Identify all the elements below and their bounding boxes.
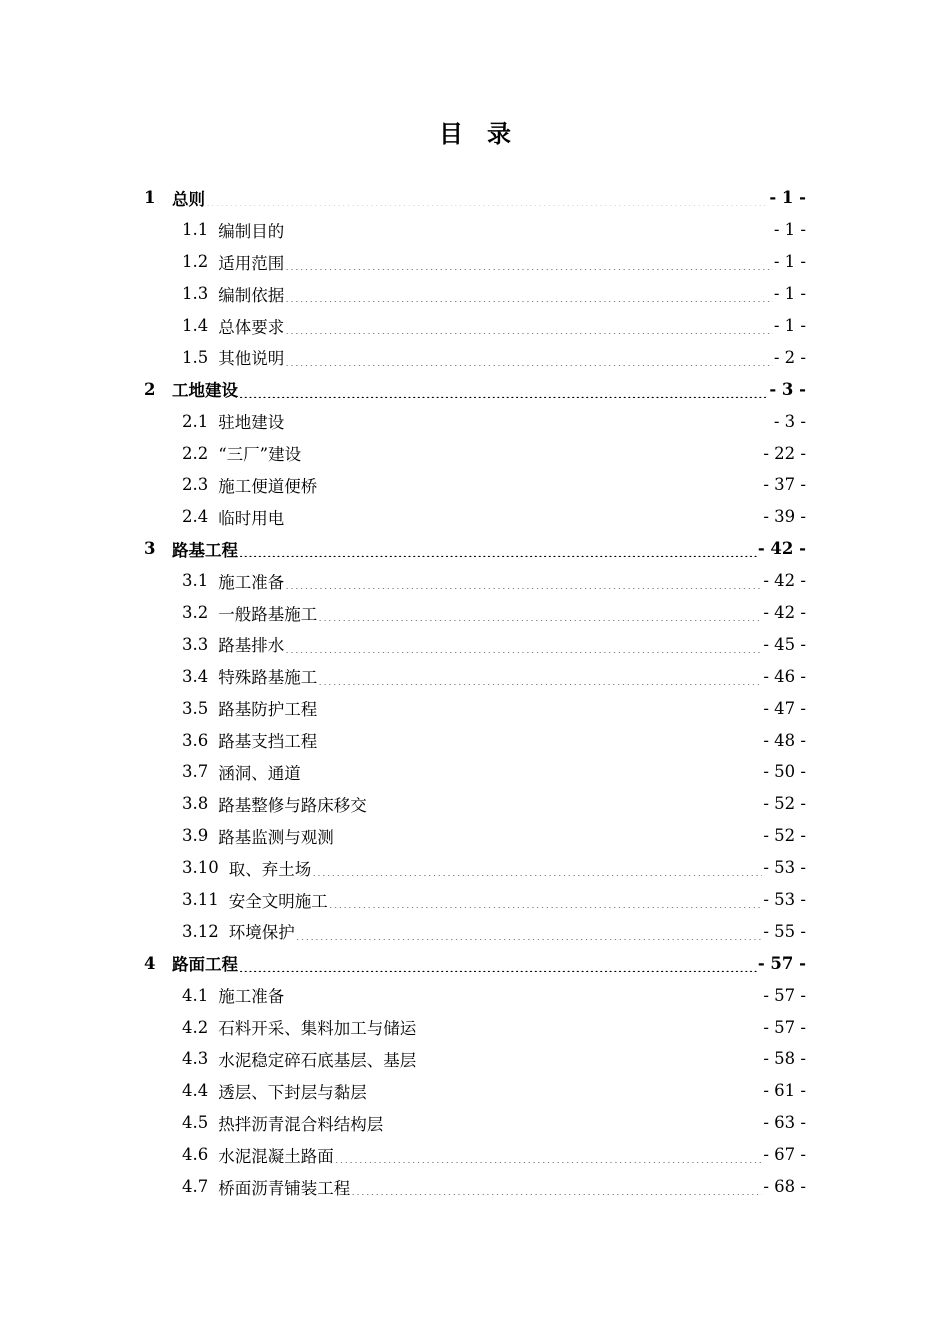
- toc-entry-title: 路基工程: [172, 540, 238, 560]
- toc-entry-page-number: - 22 -: [763, 443, 806, 463]
- toc-dot-leader: [368, 796, 763, 813]
- toc-entry-page-number: - 2 -: [773, 347, 806, 367]
- toc-entry-page-number: - 57 -: [763, 1017, 806, 1037]
- toc-entry-number: 3.5: [182, 698, 209, 718]
- toc-entry-number: 3.11: [182, 890, 219, 910]
- toc-entry-page-number: - 53 -: [763, 858, 806, 878]
- toc-entry-page-number: - 67 -: [763, 1145, 806, 1165]
- toc-section-entry[interactable]: [144, 246, 806, 278]
- toc-dot-leader: [285, 413, 773, 430]
- toc-entry-number: 3.8: [182, 794, 209, 814]
- toc-dot-leader: [318, 477, 762, 494]
- toc-section-entry[interactable]: [144, 820, 806, 852]
- toc-entry-title: 环境保护: [228, 923, 295, 943]
- toc-dot-leader: [285, 987, 762, 1004]
- toc-entry-title: 水泥混凝土路面: [218, 1146, 334, 1166]
- toc-entry-title: 路基防护工程: [218, 700, 318, 720]
- table-of-contents: [144, 182, 806, 1203]
- toc-dot-leader: [335, 1146, 763, 1163]
- toc-entry-title: 施工准备: [218, 572, 285, 592]
- toc-dot-leader: [318, 604, 762, 621]
- toc-section-entry[interactable]: [144, 405, 806, 437]
- toc-section-entry[interactable]: [144, 979, 806, 1011]
- toc-dot-leader: [329, 891, 763, 908]
- toc-entry-number: 3.2: [182, 603, 209, 623]
- toc-entry-number: 4.1: [182, 985, 209, 1005]
- toc-entry-title: 路基整修与路床移交: [218, 795, 367, 815]
- toc-entry-title: 涵洞、通道: [218, 763, 301, 783]
- toc-dot-leader: [318, 668, 762, 685]
- toc-entry-number: 3.10: [182, 858, 219, 878]
- toc-entry-page-number: - 63 -: [763, 1113, 806, 1133]
- toc-dot-leader: [239, 955, 757, 972]
- toc-entry-page-number: - 48 -: [763, 730, 806, 750]
- toc-entry-title: 施工准备: [218, 987, 285, 1007]
- toc-section-entry[interactable]: [144, 884, 806, 916]
- toc-entry-page-number: - 46 -: [763, 666, 806, 686]
- toc-dot-leader: [285, 349, 773, 366]
- toc-entry-title: 路基排水: [218, 636, 285, 656]
- toc-entry-page-number: - 61 -: [763, 1081, 806, 1101]
- toc-entry-page-number: - 3 -: [773, 411, 806, 431]
- toc-entry-page-number: - 37 -: [763, 475, 806, 495]
- toc-entry-number: 2.4: [182, 507, 209, 527]
- toc-entry-number: 3.7: [182, 762, 209, 782]
- toc-dot-leader: [296, 923, 763, 940]
- toc-entry-number: 1.3: [182, 284, 209, 304]
- toc-dot-leader: [285, 285, 773, 302]
- toc-entry-title: 路基监测与观测: [218, 827, 334, 847]
- toc-entry-number: 1.2: [182, 252, 209, 272]
- toc-entry-number: 1.1: [182, 220, 209, 240]
- toc-chapter-entry[interactable]: [144, 947, 806, 979]
- toc-entry-page-number: - 1 -: [773, 252, 806, 272]
- toc-dot-leader: [285, 317, 773, 334]
- toc-dot-leader: [285, 253, 773, 270]
- toc-entry-title: 总体要求: [218, 317, 285, 337]
- toc-section-entry[interactable]: [144, 1139, 806, 1171]
- toc-entry-number: 3.6: [182, 730, 209, 750]
- toc-entry-title: 施工便道便桥: [218, 476, 318, 496]
- toc-entry-number: 4: [144, 953, 156, 973]
- toc-entry-title: 临时用电: [218, 508, 285, 528]
- toc-entry-page-number: - 50 -: [763, 762, 806, 782]
- toc-entry-number: 1: [144, 188, 156, 208]
- toc-section-entry[interactable]: [144, 597, 806, 629]
- toc-dot-leader: [285, 636, 762, 653]
- toc-section-entry[interactable]: [144, 469, 806, 501]
- toc-entry-page-number: - 57 -: [757, 953, 806, 973]
- toc-title: [0, 114, 950, 149]
- toc-entry-title: 路面工程: [172, 955, 238, 975]
- toc-entry-page-number: - 39 -: [763, 507, 806, 527]
- toc-dot-leader: [417, 1051, 762, 1068]
- toc-entry-title: 安全文明施工: [228, 891, 328, 911]
- toc-entry-page-number: - 42 -: [763, 571, 806, 591]
- toc-entry-number: 3.9: [182, 826, 209, 846]
- toc-section-entry[interactable]: [144, 214, 806, 246]
- toc-dot-leader: [239, 381, 768, 398]
- toc-dot-leader: [368, 1083, 763, 1100]
- toc-entry-page-number: - 1 -: [773, 284, 806, 304]
- toc-dot-leader: [335, 828, 763, 845]
- toc-entry-title: 驻地建设: [218, 413, 285, 433]
- toc-entry-title: 其他说明: [218, 349, 285, 369]
- toc-entry-title: 编制依据: [218, 285, 285, 305]
- toc-section-entry[interactable]: [144, 692, 806, 724]
- toc-section-entry[interactable]: [144, 852, 806, 884]
- toc-title-text: 目 录: [439, 119, 511, 148]
- toc-section-entry[interactable]: [144, 501, 806, 533]
- toc-dot-leader: [302, 764, 763, 781]
- toc-entry-number: 2.3: [182, 475, 209, 495]
- toc-section-entry[interactable]: [144, 437, 806, 469]
- toc-section-entry[interactable]: [144, 1011, 806, 1043]
- toc-dot-leader: [312, 859, 762, 876]
- toc-entry-page-number: - 55 -: [763, 921, 806, 941]
- toc-entry-title: 一般路基施工: [218, 604, 318, 624]
- toc-section-entry[interactable]: [144, 565, 806, 597]
- toc-entry-page-number: - 57 -: [763, 985, 806, 1005]
- toc-entry-title: “三厂”建设: [218, 445, 302, 465]
- toc-entry-page-number: - 1 -: [769, 188, 806, 208]
- toc-section-entry[interactable]: [144, 1043, 806, 1075]
- toc-entry-page-number: - 45 -: [763, 634, 806, 654]
- toc-chapter-entry[interactable]: [144, 533, 806, 565]
- toc-entry-number: 3.12: [182, 921, 219, 941]
- toc-entry-number: 4.3: [182, 1049, 209, 1069]
- toc-entry-number: 4.7: [182, 1177, 209, 1197]
- toc-entry-number: 3.4: [182, 666, 209, 686]
- toc-entry-title: 透层、下封层与黏层: [218, 1082, 367, 1102]
- toc-dot-leader: [285, 222, 773, 239]
- toc-entry-number: 3.1: [182, 571, 209, 591]
- toc-dot-leader: [351, 1178, 762, 1195]
- toc-dot-leader: [384, 1115, 762, 1132]
- toc-entry-number: 4.5: [182, 1113, 209, 1133]
- toc-entry-page-number: - 42 -: [763, 603, 806, 623]
- toc-dot-leader: [285, 509, 762, 526]
- toc-dot-leader: [206, 190, 768, 207]
- toc-entry-title: 路基支挡工程: [218, 732, 318, 752]
- toc-section-entry[interactable]: [144, 724, 806, 756]
- toc-entry-title: 特殊路基施工: [218, 668, 318, 688]
- toc-entry-page-number: - 68 -: [763, 1177, 806, 1197]
- toc-entry-page-number: - 47 -: [763, 698, 806, 718]
- toc-chapter-entry[interactable]: [144, 182, 806, 214]
- toc-section-entry[interactable]: [144, 788, 806, 820]
- toc-section-entry[interactable]: [144, 310, 806, 342]
- toc-entry-title: 适用范围: [218, 253, 285, 273]
- toc-entry-title: 工地建设: [172, 381, 238, 401]
- toc-section-entry[interactable]: [144, 1171, 806, 1203]
- toc-entry-number: 2.1: [182, 411, 209, 431]
- toc-entry-page-number: - 52 -: [763, 826, 806, 846]
- toc-entry-title: 桥面沥青铺装工程: [218, 1178, 351, 1198]
- toc-entry-title: 总则: [172, 189, 205, 209]
- toc-entry-number: 1.4: [182, 316, 209, 335]
- toc-dot-leader: [417, 1019, 762, 1036]
- toc-chapter-entry[interactable]: [144, 373, 806, 405]
- toc-section-entry[interactable]: [144, 341, 806, 373]
- toc-entry-title: 取、弃土场: [228, 859, 312, 879]
- toc-entry-number: 4.4: [182, 1081, 209, 1101]
- toc-entry-title: 编制目的: [218, 221, 285, 241]
- toc-dot-leader: [318, 732, 762, 749]
- toc-section-entry[interactable]: [144, 628, 806, 660]
- toc-entry-page-number: - 53 -: [763, 890, 806, 910]
- toc-section-entry[interactable]: [144, 660, 806, 692]
- toc-entry-title: 石料开采、集料加工与储运: [218, 1019, 417, 1039]
- toc-entry-page-number: - 3 -: [769, 379, 806, 399]
- toc-dot-leader: [285, 572, 762, 589]
- toc-dot-leader: [239, 540, 757, 557]
- toc-entry-number: 2: [144, 379, 156, 399]
- toc-dot-leader: [318, 700, 762, 717]
- toc-entry-number: 3.3: [182, 634, 209, 654]
- toc-entry-number: 1.5: [182, 347, 209, 367]
- toc-section-entry[interactable]: [144, 278, 806, 310]
- toc-section-entry[interactable]: [144, 1107, 806, 1139]
- toc-entry-title: 水泥稳定碎石底基层、基层: [218, 1050, 417, 1070]
- toc-entry-page-number: - 52 -: [763, 794, 806, 814]
- toc-entry-number: 3: [144, 539, 156, 559]
- toc-entry-page-number: - 1 -: [773, 220, 806, 240]
- toc-entry-page-number: - 58 -: [763, 1049, 806, 1069]
- toc-entry-title: 热拌沥青混合料结构层: [218, 1114, 384, 1134]
- toc-entry-number: 2.2: [182, 443, 209, 463]
- toc-entry-number: 4.6: [182, 1145, 209, 1165]
- toc-section-entry[interactable]: [144, 915, 806, 947]
- toc-entry-page-number: - 42 -: [757, 539, 806, 559]
- toc-section-entry[interactable]: [144, 1075, 806, 1107]
- toc-entry-number: 4.2: [182, 1017, 209, 1037]
- toc-section-entry[interactable]: [144, 756, 806, 788]
- toc-entry-page-number: - 1 -: [773, 316, 806, 335]
- toc-dot-leader: [302, 445, 762, 462]
